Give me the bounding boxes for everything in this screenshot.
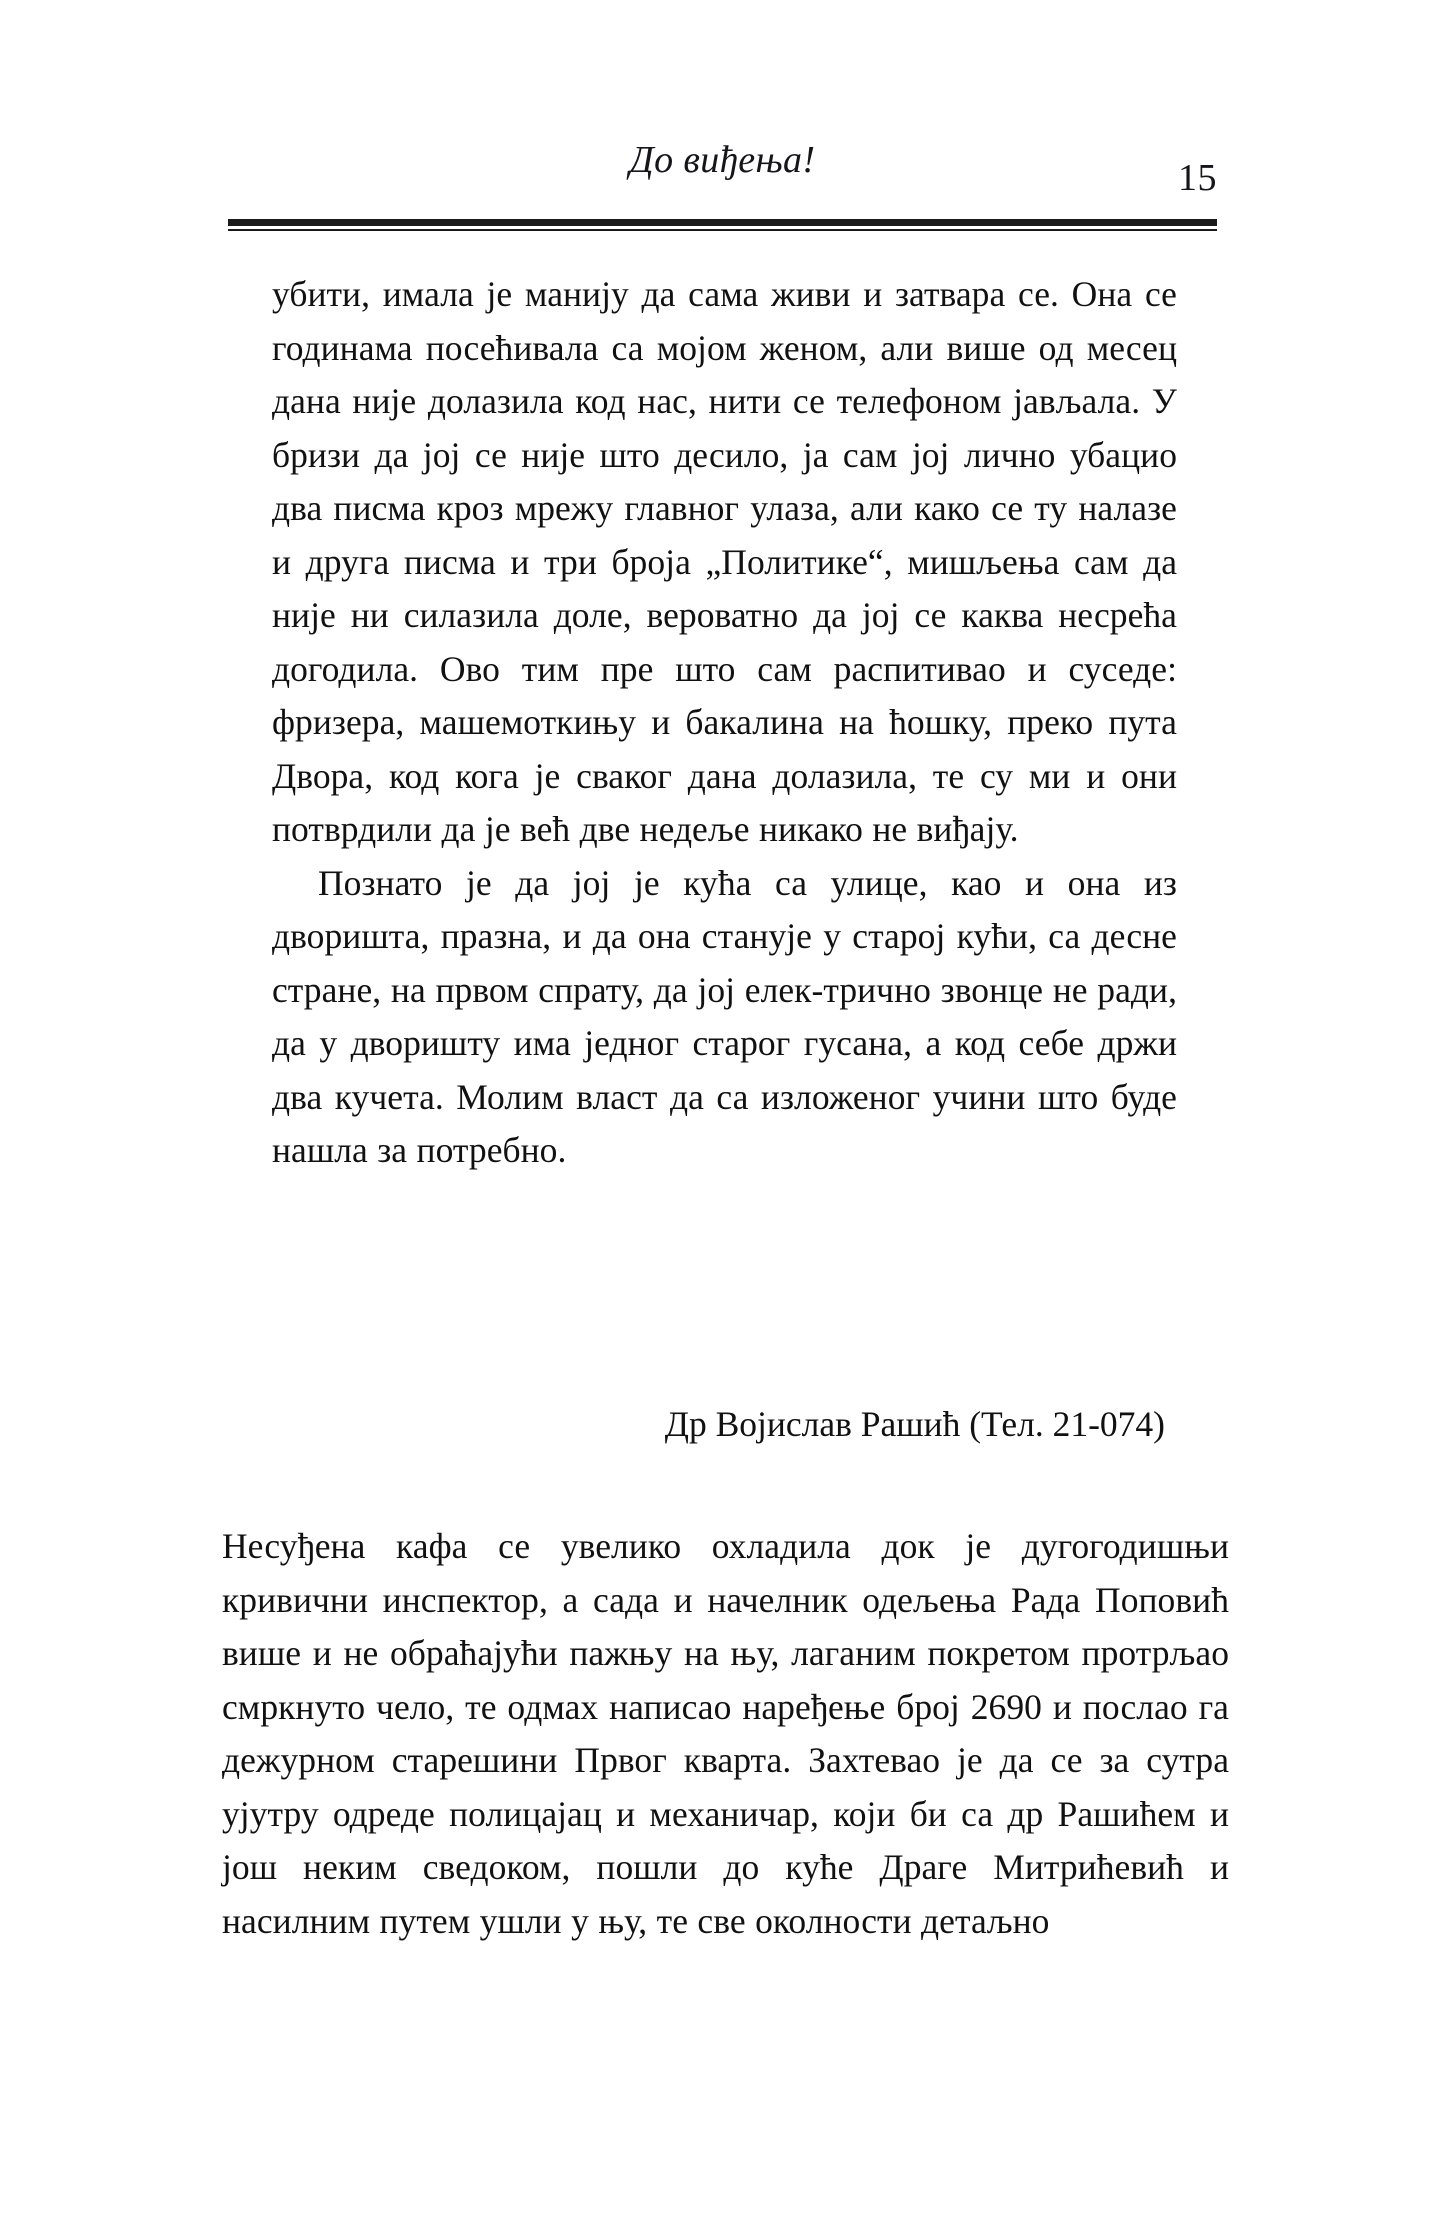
- divider-thick-line: [228, 219, 1217, 226]
- letter-signature: Др Војислав Рашић (Тел. 21-074): [664, 1404, 1165, 1444]
- running-head: [228, 138, 1217, 200]
- page-number: 15: [1178, 157, 1217, 199]
- letter-body: [272, 268, 1177, 1178]
- narration-paragraph-1: Несуђена кафа се увелико охладила док је дугогодишњи кривични инспектор, а сада и начелник одељења Рада Поповић више и не обраћајући пажњу на њу, лаганим покретом протрљао смркнуто чело, те одмах написао наређење број 2690 и послао га дежурном старешини Првог кварта. Захтевао је да се за сутра ујутру одреде полицајац и механичар, који би са др Рашићем и још неким сведоком, пошли до куће Драге Митрићевић и насилним путем ушли у њу, те све околности детаљно: [222, 1526, 1229, 1941]
- letter-paragraph-1: убити, имала је манију да сама живи и затвара се. Она се годинама посећивала са мојом женом, али више од месец дана није долазила код нас, нити се телефоном јављала. У бризи да јој се није што десило, ја сам јој лично убацио два писма кроз мрежу главног улаза, али како се ту налазе и друга писма и три броја „Политике“, мишљења сам да није ни силазила доле, вероватно да јој се каква несрећа догодила. Ово тим пре што сам распитивао и суседе: фризера, машемоткињу и бакалина на ћошку, преко пута Двора, код кога је сваког дана долазила, те су ми и они потврдили да је већ две недеље никако не виђају.: [272, 274, 1177, 849]
- letter-paragraph-2: Познато је да јој је кућа са улице, као и она из дворишта, празна, и да она станује у старој кући, са десне стране, на првом спрату, да јој елек-трично звонце не ради, да у дворишту има једног старог гусана, а код себе држи два кучета. Молим власт да са изложеног учини што буде нашла за потребно.: [272, 862, 1177, 1170]
- header-divider: [228, 219, 1217, 231]
- running-head-title: До виђења!: [629, 139, 816, 181]
- divider-thin-line: [228, 229, 1217, 231]
- narration-body: [222, 1520, 1229, 1948]
